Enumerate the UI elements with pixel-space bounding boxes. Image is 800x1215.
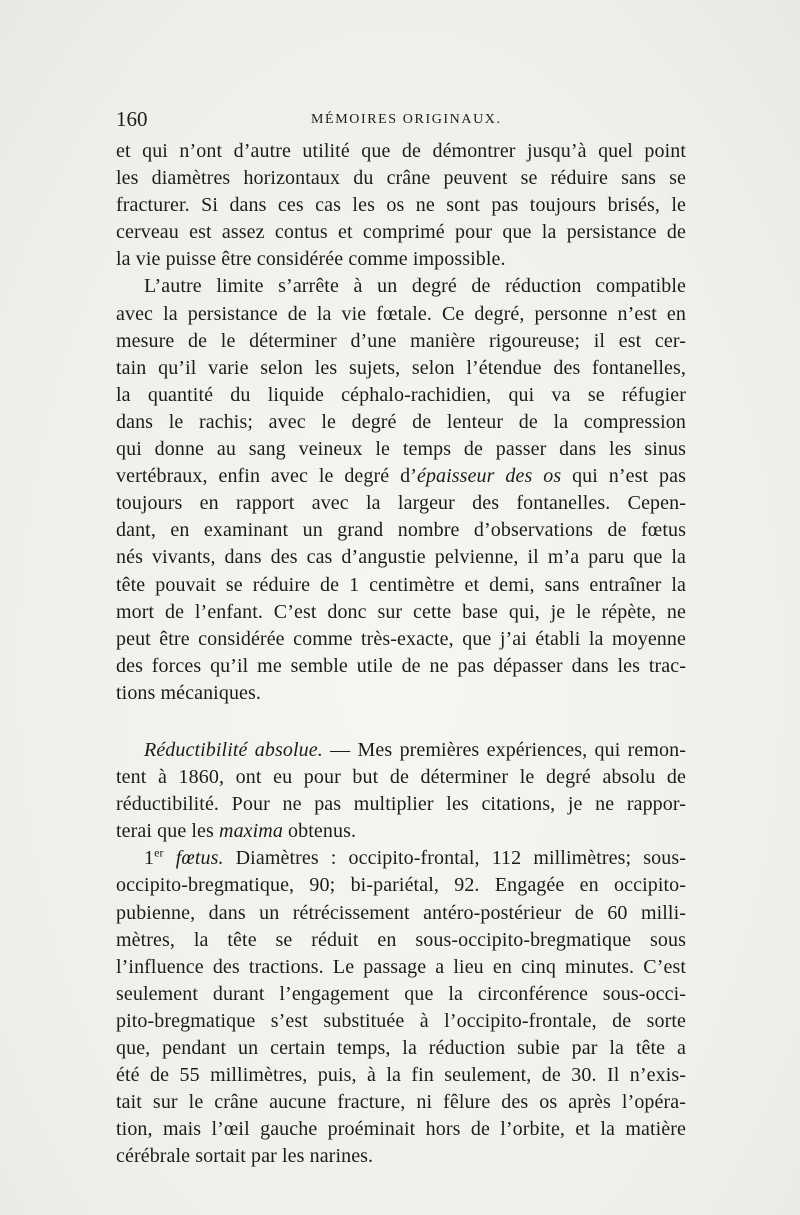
text-line: avec la persistance de la vie fœtale. Ce degré, personne n’est en [116, 302, 686, 325]
text-line: dans le rachis; avec le degré de lenteur de la compression [116, 410, 686, 433]
text-segment: qui n’est pas [561, 465, 686, 488]
text-line [116, 845, 686, 872]
text-line: pito-bregmatique s’est substituée à l’occipito-frontale, de sorte [116, 1009, 686, 1032]
text-line: occipito-bregmatique, 90; bi-pariétal, 92. Engagée en occipito- [116, 874, 686, 897]
text-line: été de 55 millimètres, puis, à la fin seulement, de 30. Il n’exis- [116, 1064, 686, 1087]
text-line: qui donne au sang veineux le temps de passer dans les sinus [116, 438, 686, 461]
text-line: tion, mais l’œil gauche proéminait hors de l’orbite, et la matière [116, 1118, 686, 1141]
text-segment [164, 847, 176, 869]
text-line: mesure de le déterminer d’une manière rigoureuse; il est cer- [116, 329, 686, 352]
ordinal-superscript: er [154, 845, 164, 860]
text-line: les diamètres horizontaux du crâne peuvent se réduire sans se [116, 167, 686, 190]
italic-phrase: épaisseur des os [416, 465, 562, 488]
text-line: peut être considérée comme très-exacte, que j’ai établi la moyenne [116, 627, 686, 650]
body-text [116, 138, 686, 1170]
text-line: cérébrale sortait par les narines. [116, 1145, 374, 1168]
text-line: mort de l’enfant. C’est donc sur cette base qui, je le répète, ne [116, 600, 686, 623]
text-line: des forces qu’il me semble utile de ne pas dépasser dans les trac- [116, 654, 686, 677]
text-line: cerveau est assez contus et comprimé pour que la persistance de [116, 221, 686, 244]
text-line: tête pouvait se réduire de 1 centimètre et demi, sans entraîner la [116, 573, 686, 596]
text-line: pubienne, dans un rétrécissement antéro-postérieur de 60 milli- [116, 901, 686, 924]
text-line [116, 818, 686, 845]
text-line: tent à 1860, ont eu pour but de déterminer le degré absolu de [116, 766, 686, 789]
text-line: fracturer. Si dans ces cas les os ne sont pas toujours brisés, le [116, 194, 686, 217]
text-line: seulement durant l’engagement que la circonférence sous-occi- [116, 982, 686, 1005]
text-line: tait sur le crâne aucune fracture, ni fêlure des os après l’opéra- [116, 1091, 686, 1114]
italic-word: maxima [219, 820, 283, 843]
paragraph-gap [116, 707, 686, 737]
text-line: mètres, la tête se réduit en sous-occipito-bregmatique sous [116, 928, 686, 951]
page-header [116, 104, 696, 134]
italic-word: fœtus. [175, 847, 224, 870]
text-line: tain qu’il varie selon les sujets, selon l’étendue des fontanelles, [116, 356, 686, 379]
section-heading: Réductibilité absolue. [144, 738, 323, 761]
text-line: la vie puisse être considérée comme impossible. [116, 248, 506, 271]
text-segment: — Mes premières expériences, qui remon- [330, 738, 687, 761]
running-head: MÉMOIRES ORIGINAUX. [311, 112, 502, 127]
text-line [116, 737, 686, 764]
text-line: L’autre limite s’arrête à un degré de réduction compatible [144, 275, 686, 298]
text-line: réductibilité. Pour ne pas multiplier les citations, je ne rappor- [116, 793, 686, 816]
text-line: la quantité du liquide céphalo-rachidien, qui va se réfugier [116, 383, 686, 406]
text-line [116, 463, 686, 490]
text-segment: vertébraux, enfin avec le degré d’ [116, 465, 417, 488]
text-line: que, pendant un certain temps, la réduction subie par la tête a [116, 1037, 686, 1059]
text-line: et qui n’ont d’autre utilité que de démontrer jusqu’à quel point [116, 140, 686, 162]
page-number: 160 [116, 107, 148, 131]
text-line: l’influence des tractions. Le passage a lieu en cinq minutes. C’est [116, 955, 686, 978]
text-segment: 1 [144, 847, 155, 870]
text-segment: Diamètres : occipito-frontal, 112 millimètres; sous- [223, 847, 686, 870]
text-line: tions mécaniques. [116, 681, 262, 704]
text-segment: obtenus. [282, 820, 357, 843]
text-line: dant, en examinant un grand nombre d’observations de fœtus [116, 519, 686, 542]
text-line: nés vivants, dans des cas d’angustie pelvienne, il m’a paru que la [116, 546, 686, 569]
text-segment: terai que les [116, 820, 220, 843]
text-line: toujours en rapport avec la largeur des fontanelles. Cepen- [116, 492, 686, 515]
